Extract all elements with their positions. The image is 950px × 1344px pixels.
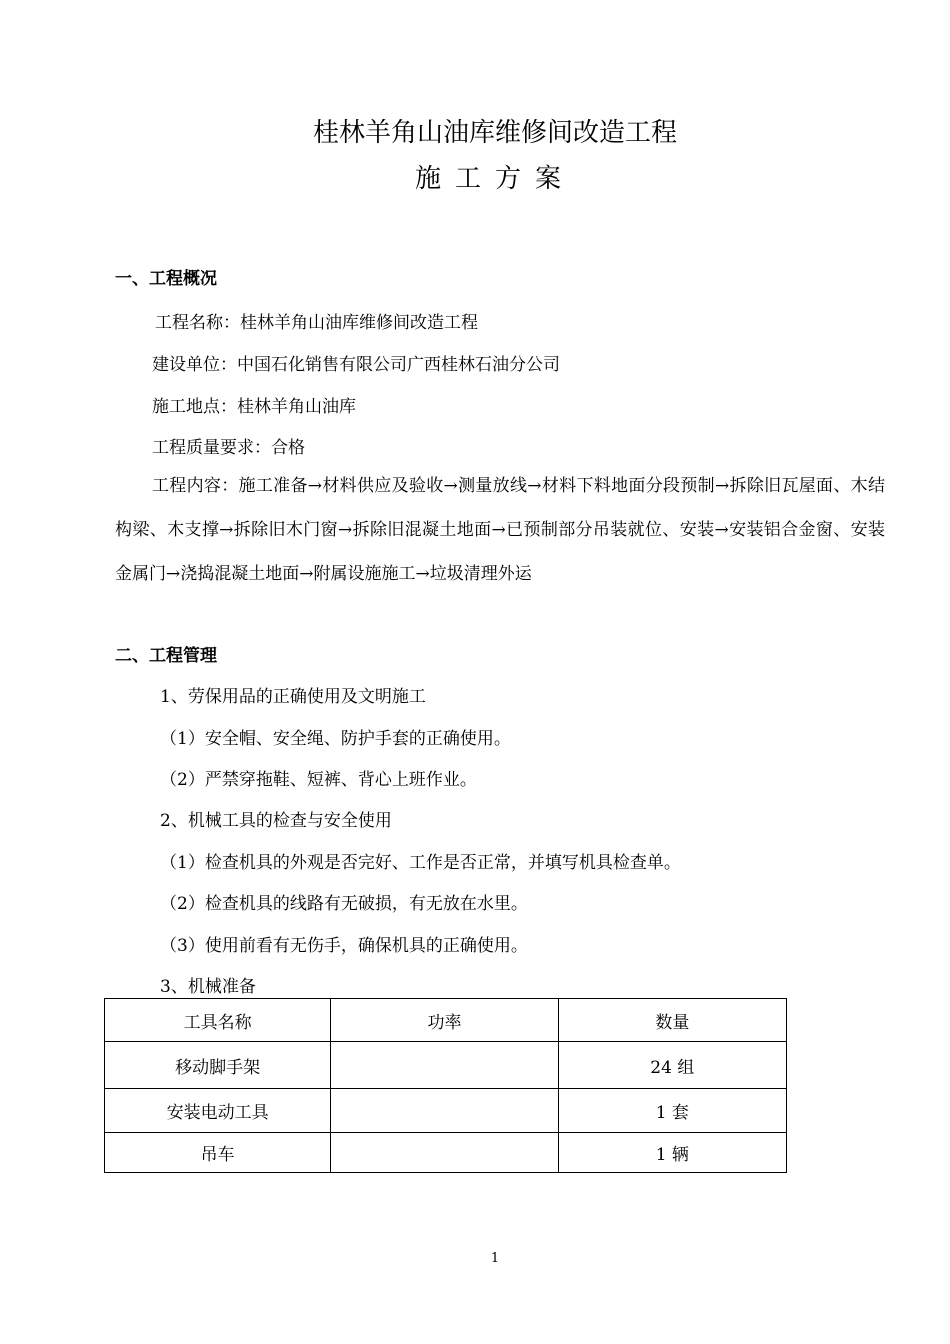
- table-row: [105, 1089, 787, 1133]
- table-cell: 24 组: [558, 1042, 786, 1089]
- builder-line: 建设单位：中国石化销售有限公司广西桂林石油分公司: [152, 355, 560, 375]
- list-item: 1、劳保用品的正确使用及文明施工: [160, 687, 426, 707]
- table-cell: [331, 1089, 558, 1133]
- list-item: （2）检查机具的线路有无破损，有无放在水里。: [160, 894, 528, 914]
- table-cell: 吊车: [105, 1133, 331, 1173]
- table-row: [105, 1133, 787, 1173]
- quality-line: 工程质量要求：合格: [152, 438, 305, 458]
- document-subtitle: 施工方案: [414, 164, 575, 194]
- table-cell: 1 辆: [558, 1133, 786, 1173]
- table-header-cell: 功率: [331, 999, 558, 1042]
- project-name-line: 工程名称：桂林羊角山油库维修间改造工程: [155, 313, 478, 333]
- table-cell: [331, 1042, 558, 1089]
- location-line: 施工地点：桂林羊角山油库: [152, 397, 356, 417]
- project-content-paragraph: 工程内容：施工准备→材料供应及验收→测量放线→材料下料地面分段预制→拆除旧瓦屋面、木结构梁、木支撑→拆除旧木门窗→拆除旧混凝土地面→已预制部分吊装就位、安装→安装铝合金窗、安装金属门→浇捣混凝土地面→附属设施施工→垃圾清理外运: [115, 476, 885, 584]
- table-header-cell: 工具名称: [105, 999, 331, 1042]
- page-number: 1: [490, 1251, 500, 1266]
- table-cell: 安装电动工具: [105, 1089, 331, 1133]
- section-heading-overview: 一、工程概况: [115, 269, 217, 289]
- list-item: （1）检查机具的外观是否完好、工作是否正常，并填写机具检查单。: [160, 853, 681, 873]
- list-item: 2、机械工具的检查与安全使用: [160, 811, 392, 831]
- list-item: （3）使用前看有无伤手，确保机具的正确使用。: [160, 936, 528, 956]
- table-cell: 移动脚手架: [105, 1042, 331, 1089]
- section-heading-management: 二、工程管理: [115, 646, 217, 666]
- list-item: （1）安全帽、安全绳、防护手套的正确使用。: [160, 729, 511, 749]
- table-cell: 1 套: [558, 1089, 786, 1133]
- machine-table: [104, 998, 787, 1173]
- list-item: 3、机械准备: [160, 977, 256, 997]
- table-row: [105, 1042, 787, 1089]
- table-cell: [331, 1133, 558, 1173]
- list-item: （2）严禁穿拖鞋、短裤、背心上班作业。: [160, 770, 477, 790]
- document-title: 桂林羊角山油库维修间改造工程: [312, 118, 677, 148]
- table-header-cell: 数量: [558, 999, 786, 1042]
- table-header-row: [105, 999, 787, 1042]
